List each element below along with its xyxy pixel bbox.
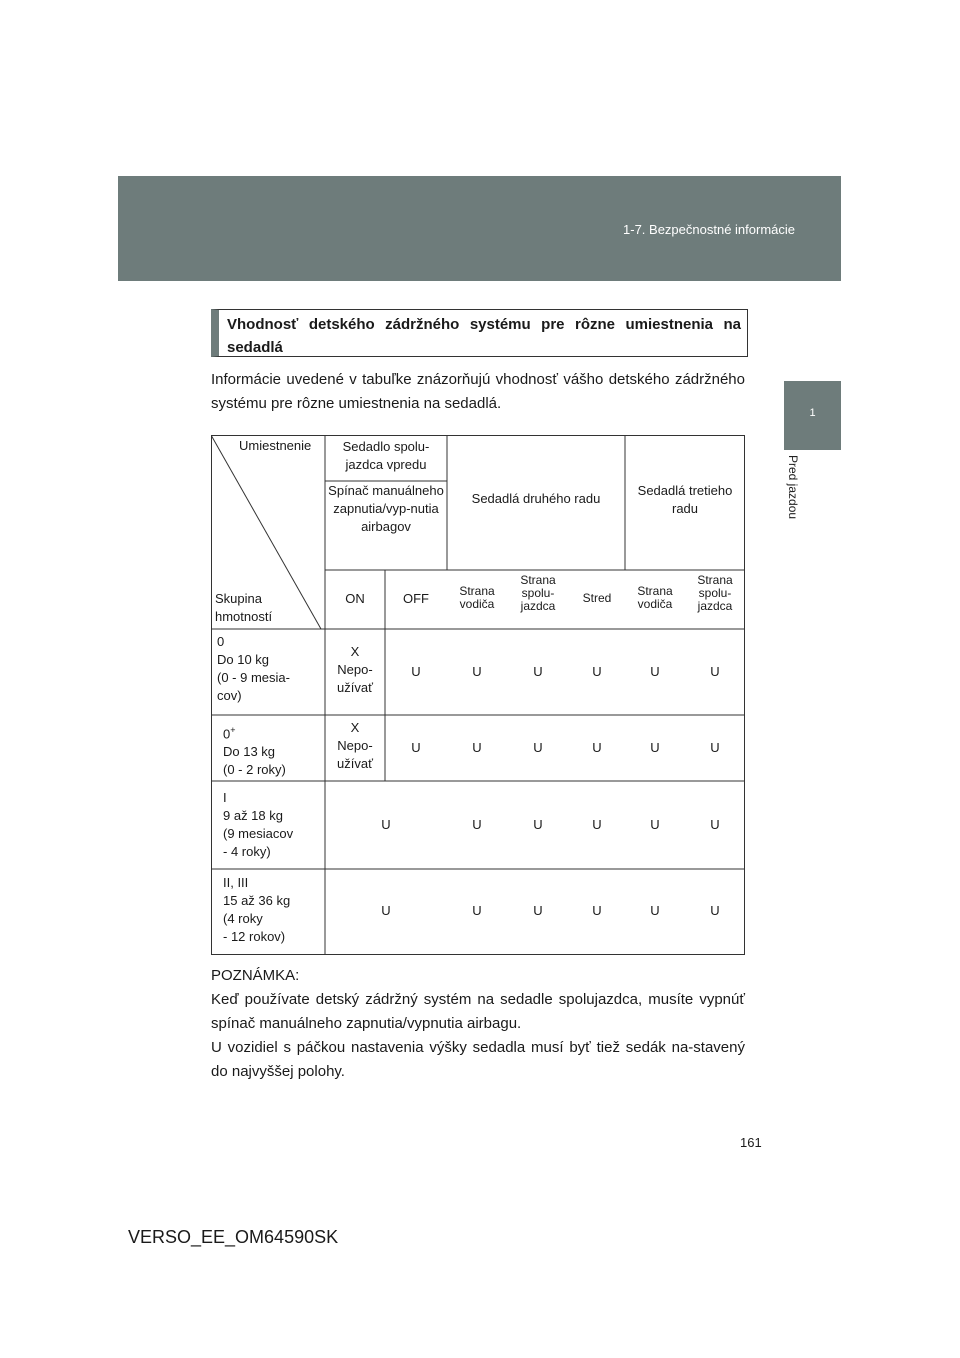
chapter-tab[interactable] xyxy=(784,381,841,450)
subheader-third-driver: Strana vodiča xyxy=(637,584,673,611)
section-title: 1-7. Bezpečnostné informácie xyxy=(623,222,795,237)
row-2-second-passenger: U xyxy=(533,817,543,832)
row-1-third-driver: U xyxy=(650,740,660,755)
row-0-off: U xyxy=(411,664,421,679)
row-0-third-passenger: U xyxy=(710,664,720,679)
note-line-2: U vozidiel s páčkou nastavenia výšky sedadla musí byť tiež sedák na-stavený do najvyššej polohy. xyxy=(211,1039,745,1080)
document-code: VERSO_EE_OM64590SK xyxy=(128,1227,339,1247)
row-1-second-driver: U xyxy=(472,740,482,755)
chapter-title: Pred jazdou xyxy=(786,455,800,520)
header-front-seat: Sedadlo spolu-jazdca vpredu xyxy=(342,439,430,472)
header-band xyxy=(118,176,841,281)
page-number: 161 xyxy=(740,1135,762,1150)
row-3-group: II, III 15 až 36 kg (4 roky - 12 rokov) xyxy=(223,875,291,944)
corner-label-position: Umiestnenie xyxy=(239,438,312,453)
row-0-third-driver: U xyxy=(650,664,660,679)
row-2-front: U xyxy=(381,817,391,832)
row-0-second-center: U xyxy=(592,664,602,679)
row-3-second-center: U xyxy=(592,903,602,918)
subheader-on: ON xyxy=(345,591,365,606)
row-2-group: I 9 až 18 kg (9 mesiacov - 4 roky) xyxy=(223,790,294,859)
row-1-front: X Nepo- užívať xyxy=(337,720,373,771)
row-0-second-passenger: U xyxy=(533,664,543,679)
row-3-front: U xyxy=(381,903,391,918)
note-heading: POZNÁMKA: xyxy=(211,967,300,984)
subheader-off: OFF xyxy=(403,591,429,606)
row-2-third-passenger: U xyxy=(710,817,720,832)
row-1-third-passenger: U xyxy=(710,740,720,755)
row-0-group: 0 Do 10 kg (0 - 9 mesia- cov) xyxy=(217,634,290,703)
row-3-third-passenger: U xyxy=(710,903,720,918)
header-third-row: Sedadlá tretieho radu xyxy=(637,483,733,516)
note-block xyxy=(211,964,745,1084)
row-1-second-center: U xyxy=(592,740,602,755)
row-0-second-driver: U xyxy=(472,664,482,679)
subheader-third-passenger: Strana spolu-jazdca xyxy=(697,573,733,613)
header-second-row: Sedadlá druhého radu xyxy=(471,491,601,506)
corner-label-group: Skupina hmotností xyxy=(215,591,273,624)
row-2-third-driver: U xyxy=(650,817,660,832)
subheader-driver-side: Strana vodiča xyxy=(459,584,495,611)
intro-paragraph: Informácie uvedené v tabuľke znázorňujú vhodnosť vášho detského zádržného systému pre rôzne umiestnenia na sedadlá. xyxy=(211,371,745,412)
row-2-second-driver: U xyxy=(472,817,482,832)
row-3-second-passenger: U xyxy=(533,903,543,918)
row-1-group: 0+ Do 13 kg (0 - 2 roky) xyxy=(223,725,286,778)
section-heading: Vhodnosť detského zádržného systému pre rôzne umiestnenia na sedadlá xyxy=(211,309,748,357)
row-3-second-driver: U xyxy=(472,903,482,918)
row-2-second-center: U xyxy=(592,817,602,832)
note-line-1: Keď používate detský zádržný systém na sedadle spolujazdca, musíte vypnúť spínač manuálneho zapnutia/vypnutia airbagu. xyxy=(211,991,745,1032)
subheader-center: Stred xyxy=(582,591,612,605)
subheader-passenger-side: Strana spolu-jazdca xyxy=(520,573,556,613)
row-1-off: U xyxy=(411,740,421,755)
row-0-front: X Nepo- užívať xyxy=(337,644,373,695)
row-1-second-passenger: U xyxy=(533,740,543,755)
chapter-side-label xyxy=(780,455,810,555)
header-airbag-switch: Spínač manuálneho zapnutia/vyp-nutia airbagov xyxy=(328,483,444,534)
chapter-number: 1 xyxy=(809,407,816,419)
suitability-table xyxy=(211,435,745,955)
row-3-third-driver: U xyxy=(650,903,660,918)
